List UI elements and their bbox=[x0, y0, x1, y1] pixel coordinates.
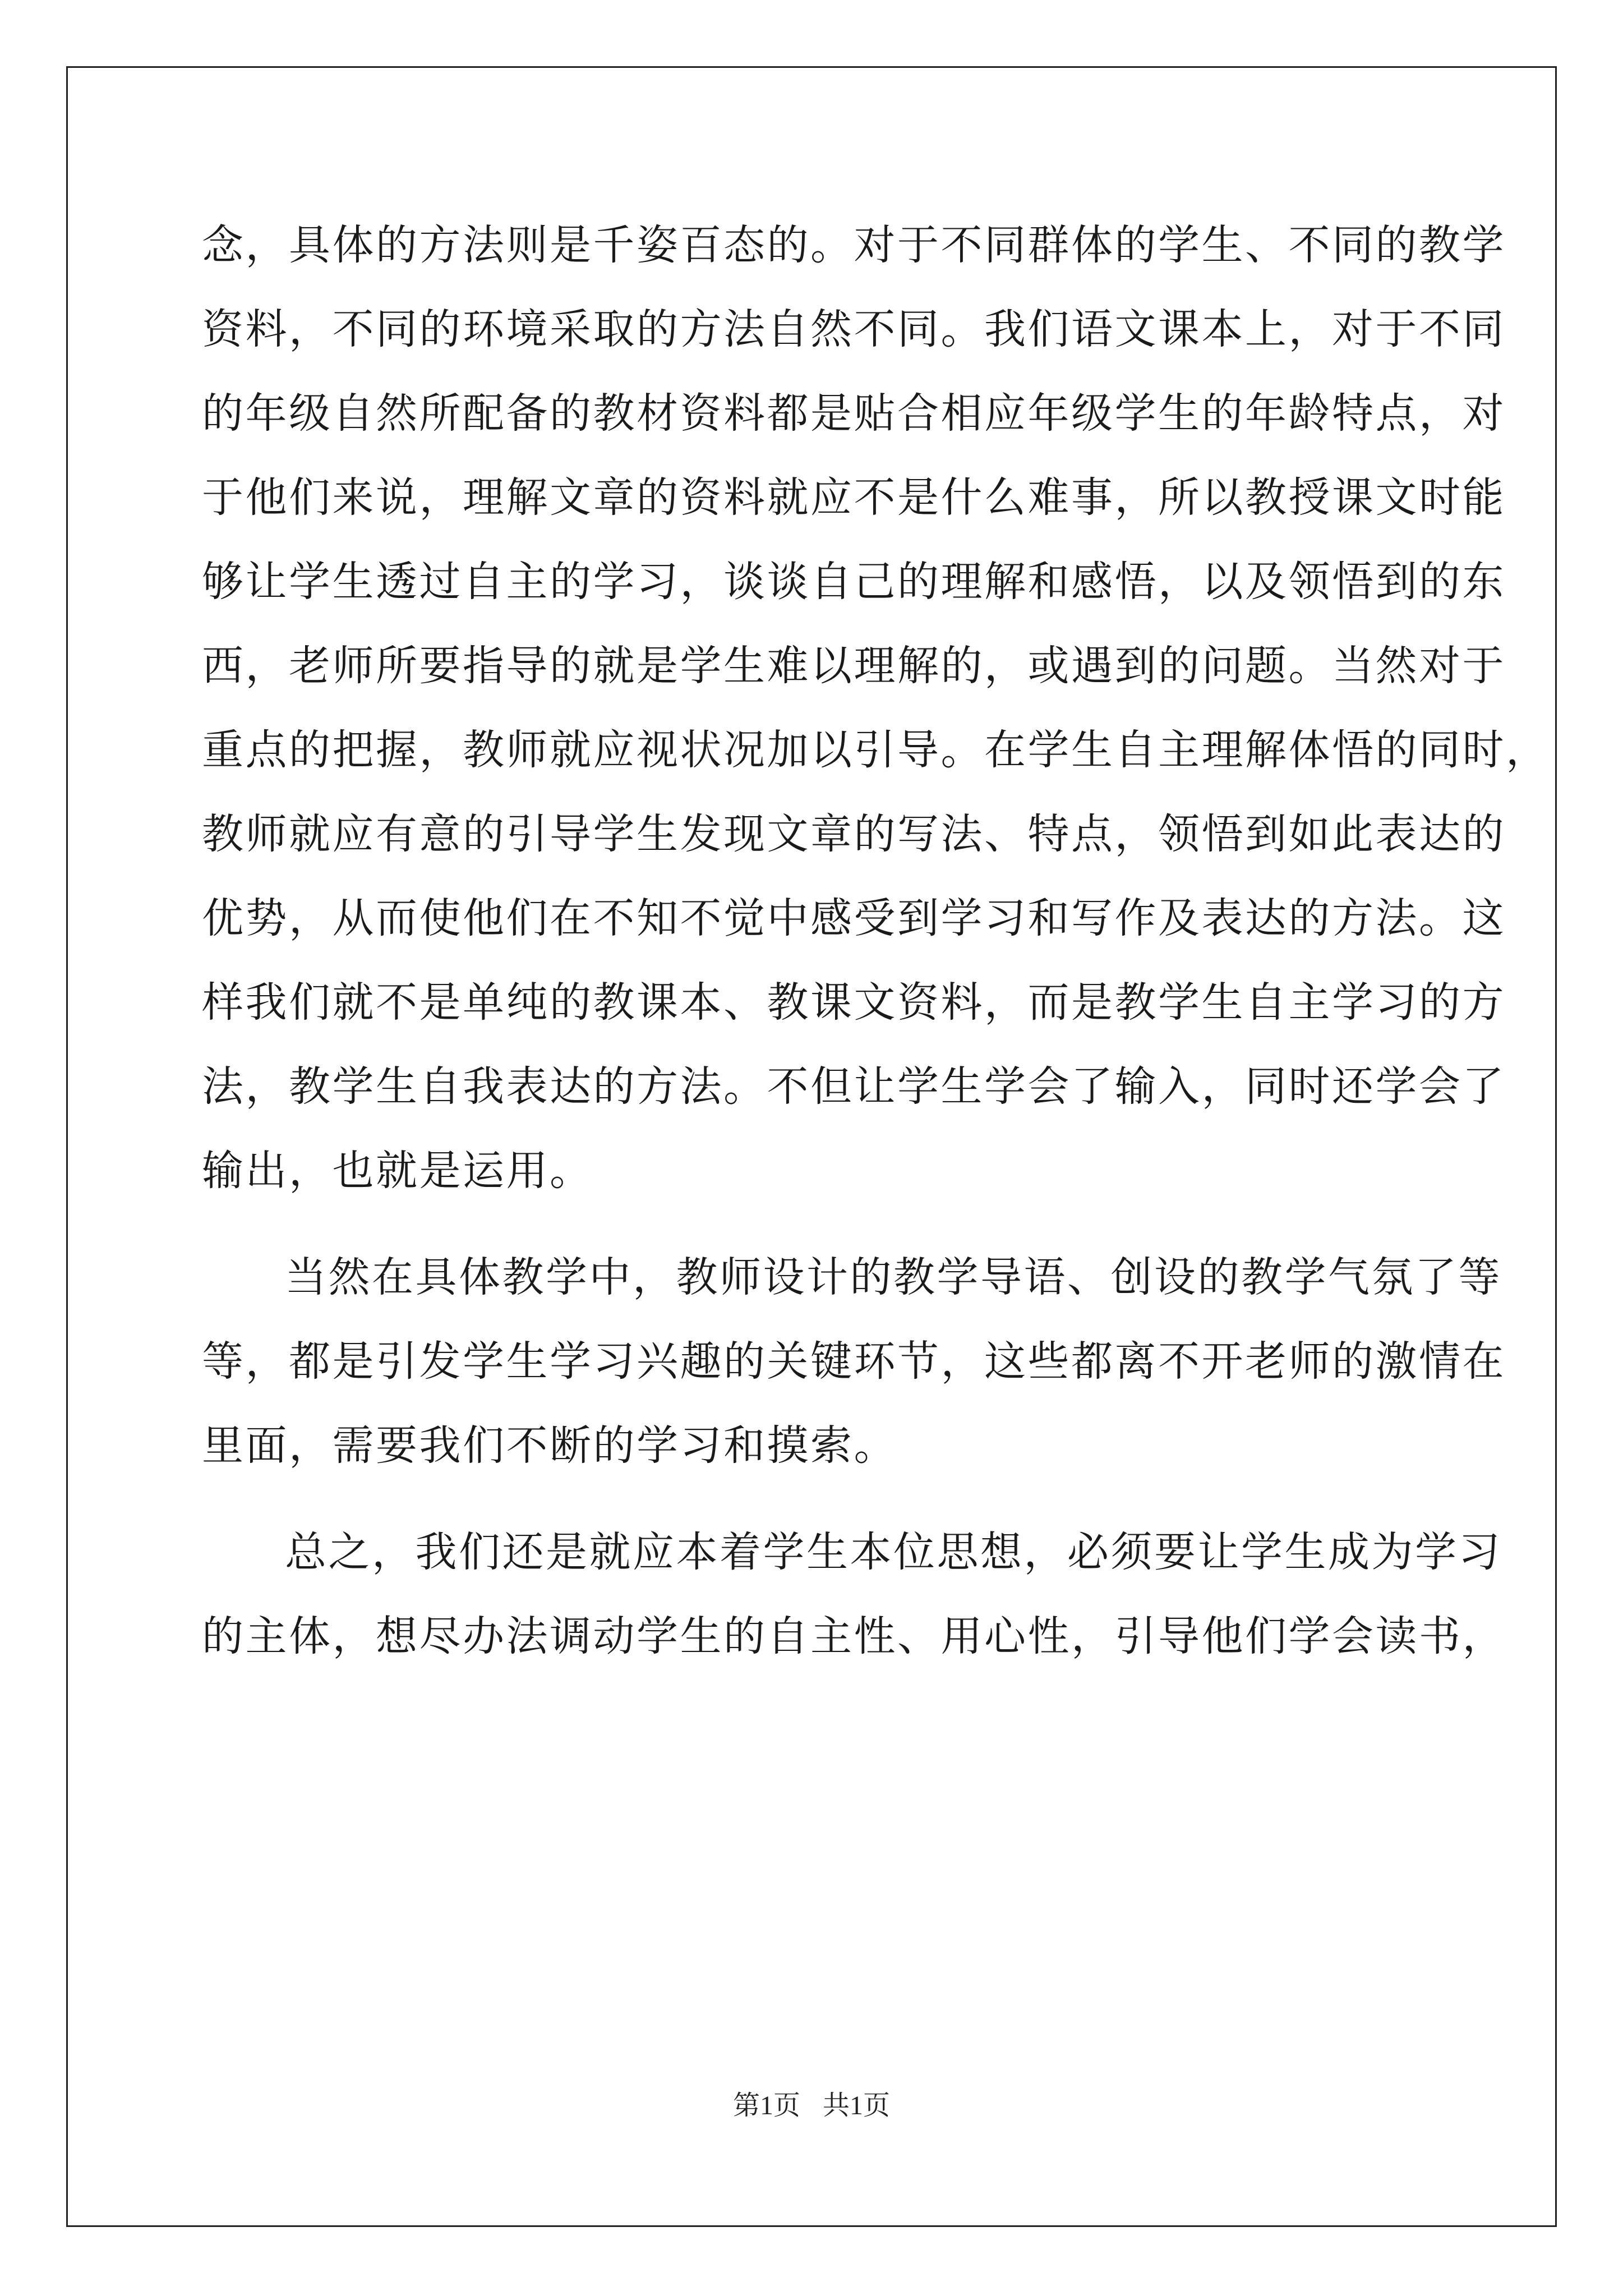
page-number-total: 共1页 bbox=[823, 2091, 891, 2120]
text-line: 资料，不同的环境采取的方法自然不同。我们语文课本上，对于不同 bbox=[202, 305, 1506, 353]
text-line: 教师就应有意的引导学生发现文章的写法、特点，领悟到如此表达的 bbox=[202, 810, 1506, 858]
text-line: 的年级自然所配备的教材资料都是贴合相应年级学生的年龄特点，对 bbox=[202, 389, 1506, 438]
page-footer bbox=[0, 2089, 1623, 2123]
paragraph-2 bbox=[202, 1235, 1506, 1488]
text-line: 法，教学生自我表达的方法。不但让学生学会了输入，同时还学会了 bbox=[202, 1062, 1506, 1111]
paragraph-gap bbox=[202, 1488, 1432, 1510]
page-number-current: 第1页 bbox=[732, 2091, 800, 2120]
text-line: 里面，需要我们不断的学习和摸索。 bbox=[202, 1421, 897, 1470]
text-line: 样我们就不是单纯的教课本、教课文资料，而是教学生自主学习的方 bbox=[202, 978, 1506, 1027]
text-line: 的主体，想尽办法调动学生的自主性、用心性，引导他们学会读书， bbox=[202, 1612, 1506, 1660]
document-body bbox=[202, 203, 1550, 1678]
text-line: 于他们来说，理解文章的资料就应不是什么难事，所以教授课文时能 bbox=[202, 473, 1506, 522]
text-line: 西，老师所要指导的就是学生难以理解的，或遇到的问题。当然对于 bbox=[202, 642, 1506, 690]
text-line: 当然在具体教学中，教师设计的教学导语、创设的教学气氛了等 bbox=[285, 1253, 1502, 1301]
text-line: 优势，从而使他们在不知不觉中感受到学习和写作及表达的方法。这 bbox=[202, 894, 1506, 942]
text-line: 输出，也就是运用。 bbox=[202, 1147, 593, 1195]
text-line: 重点的把握，教师就应视状况加以引导。在学生自主理解体悟的同时， bbox=[202, 726, 1550, 774]
paragraph-1 bbox=[202, 203, 1550, 1213]
text-line: 总之，我们还是就应本着学生本位思想，必须要让学生成为学习 bbox=[285, 1528, 1502, 1576]
paragraph-gap bbox=[202, 1213, 1432, 1235]
text-line: 等，都是引发学生学习兴趣的关键环节，这些都离不开老师的激情在 bbox=[202, 1337, 1506, 1386]
text-line: 念，具体的方法则是千姿百态的。对于不同群体的学生、不同的教学 bbox=[202, 221, 1506, 269]
text-line: 够让学生透过自主的学习，谈谈自己的理解和感悟，以及领悟到的东 bbox=[202, 558, 1506, 606]
paragraph-3 bbox=[202, 1510, 1506, 1678]
